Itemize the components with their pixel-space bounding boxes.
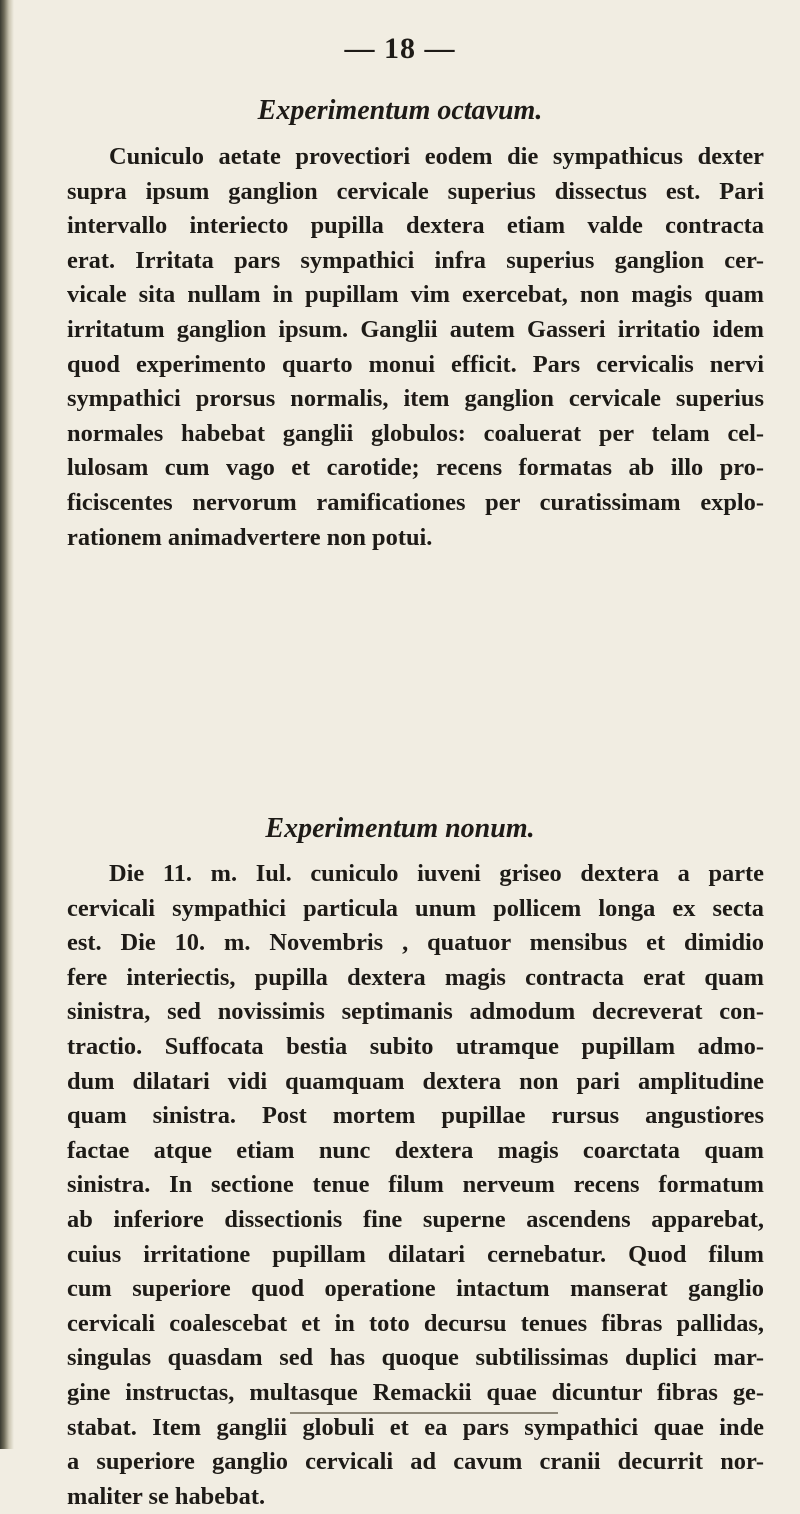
text-line: ficiscentes nervorum ramificationes per curatissimam explo-: [67, 488, 764, 516]
text-line: rationem animadvertere non potui.: [67, 523, 433, 551]
text-line: supra ipsum ganglion cervicale superius dissectus est. Pari: [67, 177, 764, 205]
text-line: sympathici prorsus normalis, item ganglion cervicale superius: [67, 385, 764, 413]
text-line: fere interiectis, pupilla dextera magis contracta erat quam: [67, 963, 764, 991]
text-line: tractio. Suffocata bestia subito utramque pupillam admo-: [67, 1032, 764, 1060]
text-line: cervicali sympathici particula unum pollicem longa ex secta: [67, 894, 764, 922]
text-line: quam sinistra. Post mortem pupillae rursus angustiores: [67, 1102, 764, 1130]
text-line: a superiore ganglio cervicali ad cavum cranii decurrit nor-: [67, 1448, 764, 1476]
text-line: cuius irritatione pupillam dilatari cernebatur. Quod filum: [67, 1240, 764, 1268]
closing-rule: [290, 1412, 558, 1414]
text-line: dum dilatari vidi quamquam dextera non pari amplitudine: [67, 1067, 764, 1095]
text-line: gine instructas, multasque Remackii quae dicuntur fibras ge-: [67, 1378, 764, 1406]
text-line: quod experimento quarto monui efficit. Pars cervicalis nervi: [67, 350, 764, 378]
text-line: irritatum ganglion ipsum. Ganglii autem Gasseri irritatio idem: [67, 315, 764, 343]
text-line: Cuniculo aetate provectiori eodem die sympathicus dexter: [109, 143, 764, 170]
text-line: sinistra, sed novissimis septimanis admodum decreverat con-: [67, 998, 764, 1026]
text-line: vicale sita nullam in pupillam vim exercebat, non magis quam: [67, 281, 764, 309]
text-line: maliter se habebat.: [67, 1482, 266, 1510]
paragraph-nonum: [67, 857, 764, 1514]
text-line: erat. Irritata pars sympathici infra superius ganglion cer-: [67, 246, 764, 274]
text-line: factae atque etiam nunc dextera magis coarctata quam: [67, 1136, 764, 1164]
text-line: Die 11. m. Iul. cuniculo iuveni griseo dextera a parte: [109, 860, 764, 887]
text-line: est. Die 10. m. Novembris , quatuor mensibus et dimidio: [67, 929, 764, 957]
text-line: intervallo interiecto pupilla dextera etiam valde contracta: [67, 212, 764, 240]
page-number: — 18 —: [344, 32, 456, 65]
text-line: ab inferiore dissectionis fine superne ascendens apparebat,: [67, 1205, 764, 1233]
text-line: normales habebat ganglii globulos: coaluerat per telam cel-: [67, 419, 764, 447]
text-line: stabat. Item ganglii globuli et ea pars sympathici quae inde: [67, 1413, 764, 1441]
text-line: lulosam cum vago et carotide; recens formatas ab illo pro-: [67, 454, 764, 482]
text-line: cum superiore quod operatione intactum manserat ganglio: [67, 1275, 764, 1303]
text-line: cervicali coalescebat et in toto decursu tenues fibras pallidas,: [67, 1309, 764, 1337]
text-line: sinistra. In sectione tenue filum nerveum recens formatum: [67, 1171, 764, 1199]
section-heading-octavum: Experimentum octavum.: [257, 95, 543, 126]
section-heading-nonum: Experimentum nonum.: [265, 813, 535, 844]
paragraph-octavum: [67, 140, 764, 555]
text-line: singulas quasdam sed has quoque subtilissimas duplici mar-: [67, 1344, 764, 1372]
